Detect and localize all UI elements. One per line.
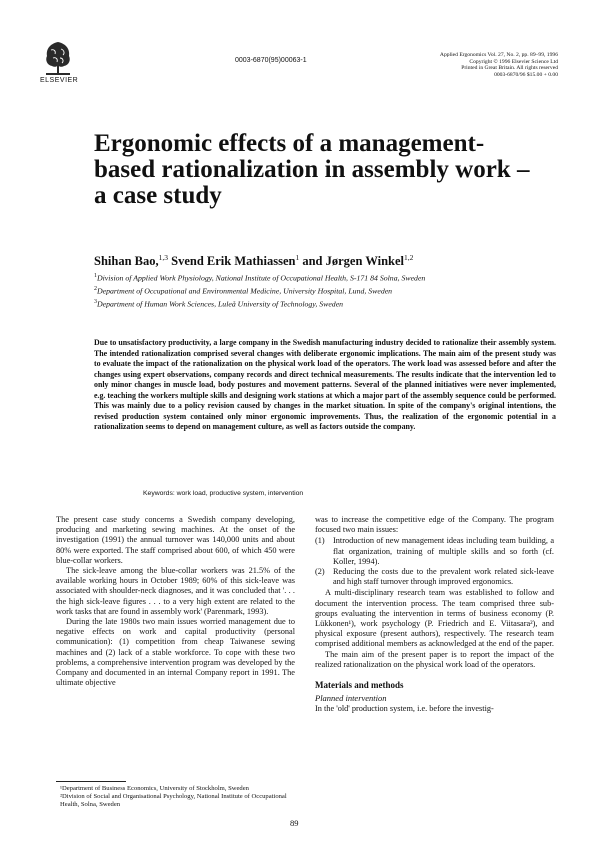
elsevier-tree-icon	[43, 40, 73, 76]
footnote-rule	[56, 781, 126, 782]
numbered-list	[315, 536, 554, 587]
journal-line: Applied Ergonomics Vol. 27, No. 2, pp. 89–99, 1996	[439, 52, 558, 58]
affiliations	[94, 271, 509, 310]
author-name: Shihan Bao,	[94, 254, 159, 269]
body-paragraph: The main aim of the present paper is to report the impact of the realized rationalization on the physical work load of the operators.	[315, 649, 554, 669]
footnotes	[56, 781, 295, 810]
body-paragraph: During the late 1980s two main issues worried management due to negative effects on work and capital productivity (personal communication): (1) competition from cheap Taiwanese sewing machines and (2) lack of a stable workforce. To cope with these two problems, a comprehensive intervention program was developed by the Company and documented in an internal Company report in 1991. The ultimate objective	[56, 617, 295, 688]
journal-line: 0003-6870/96 $15.00 + 0.00	[494, 71, 558, 78]
body-paragraph: was to increase the competitive edge of the Company. The program focused two main issues:	[315, 515, 554, 535]
right-column	[315, 515, 554, 715]
footnote: ¹Department of Business Economics, University of Stockholm, Sweden	[60, 785, 249, 792]
list-item: (1) Introduction of new management ideas including team building, a flat organization, training of multiple skills and so forth (cf. Koller, 1994).	[315, 536, 554, 566]
publisher-logo	[40, 40, 79, 84]
list-item: (2) Reducing the costs due to the prevalent work related sick-leave and high staff turnover through improved ergonomics.	[315, 567, 554, 587]
page-number: 89	[290, 818, 299, 828]
affiliation: $^2$Department of Occupational and Environmental Medicine, University Hospital, Lund, Sweden	[94, 286, 393, 296]
subsection-heading: Planned intervention	[315, 693, 387, 704]
body-paragraph: A multi-disciplinary research team was established to follow and document the intervention process. The team comprised three sub-groups evaluating the intervention in terms of business economy (P. Lükkonen¹), work psychology (P. Friedrich and E. Viitasara²), and physical exposure (present authors), respectively. The research team comprised additional members as acknowledged at the end of the paper.	[315, 588, 554, 649]
journal-line: Printed in Great Britain. All rights reserved	[461, 65, 558, 72]
article-code: 0003-6870(95)00063-1	[235, 57, 307, 64]
abstract: Due to unsatisfactory productivity, a large company in the Swedish manufacturing industry decided to rationalize their assembly system. The intended rationalization comprised several changes with deliberate ergonomic implications. The main aim of the present study was to evaluate the impact of the rationalization on the physical work load of the operators. The work load was assessed before and after the changes using expert observations, company records and direct technical measurements. The results indicate that the intervention led to only minor changes in muscle load, body postures and movement patterns. Several of the planned initiatives were never implemented, e.g. teaching the workers multiple skills and designing work stations at which a major part of the assembly sequence could be performed. This was mainly due to a policy revision caused by changes in the market situation. In spite of the company's original intentions, the revised production system contained only minor ergonomic improvements. Thus, the realization of the ergonomic potential in a rationalization seems to depend on management culture, as well as factors outside the company.	[94, 338, 556, 432]
publisher-name: ELSEVIER	[40, 77, 79, 84]
affiliation: $^3$Department of Human Work Sciences, Luleå University of Technology, Sweden	[94, 299, 344, 309]
journal-line: Copyright © 1996 Elsevier Science Ltd	[469, 58, 558, 65]
body-paragraph: The sick-leave among the blue-collar workers was 21.5% of the available working hours in October 1989; 60% of this sick-leave was associated with shoulder-neck diagnoses, and it was concluded that '. . . the high sick-leave figures . . . to a very high extent are related to the work tasks that are found in assembly work' (Parenmark, 1993).	[56, 566, 295, 616]
footnote: ²Division of Social and Organisational Psychology, National Institute of Occupational Health, Solna, Sweden	[60, 793, 287, 809]
body-paragraph: The present case study concerns a Swedish company developing, producing and marketing sewing machines. At the onset of the investigation (1991) the annual turnover was 140,000 units and about 80% were exported. The staff comprised about 600, of which 450 were blue-collar workers.	[56, 515, 295, 565]
body-paragraph: In the 'old' production system, i.e. before the investig-	[315, 704, 494, 714]
left-column	[56, 515, 295, 688]
article-title: Ergonomic effects of a management-based rationalization in assembly work – a case study	[94, 130, 530, 209]
affiliation: $^1$Division of Applied Work Physiology, National Institute of Occupational Health, S-171 84 Solna, Sweden	[94, 273, 426, 283]
author-list	[94, 253, 413, 269]
section-heading: Materials and methods	[315, 680, 404, 691]
author-name: and Jørgen Winkel	[299, 254, 404, 269]
keywords: Keywords: work load, productive system, intervention	[143, 490, 304, 497]
author-affiliation-mark: 1,3	[158, 253, 168, 262]
author-affiliation-mark: 1,2	[404, 253, 414, 262]
journal-info	[430, 52, 558, 78]
author-affiliation-mark: 1	[295, 253, 300, 262]
author-name: Svend Erik Mathiassen	[168, 254, 296, 269]
